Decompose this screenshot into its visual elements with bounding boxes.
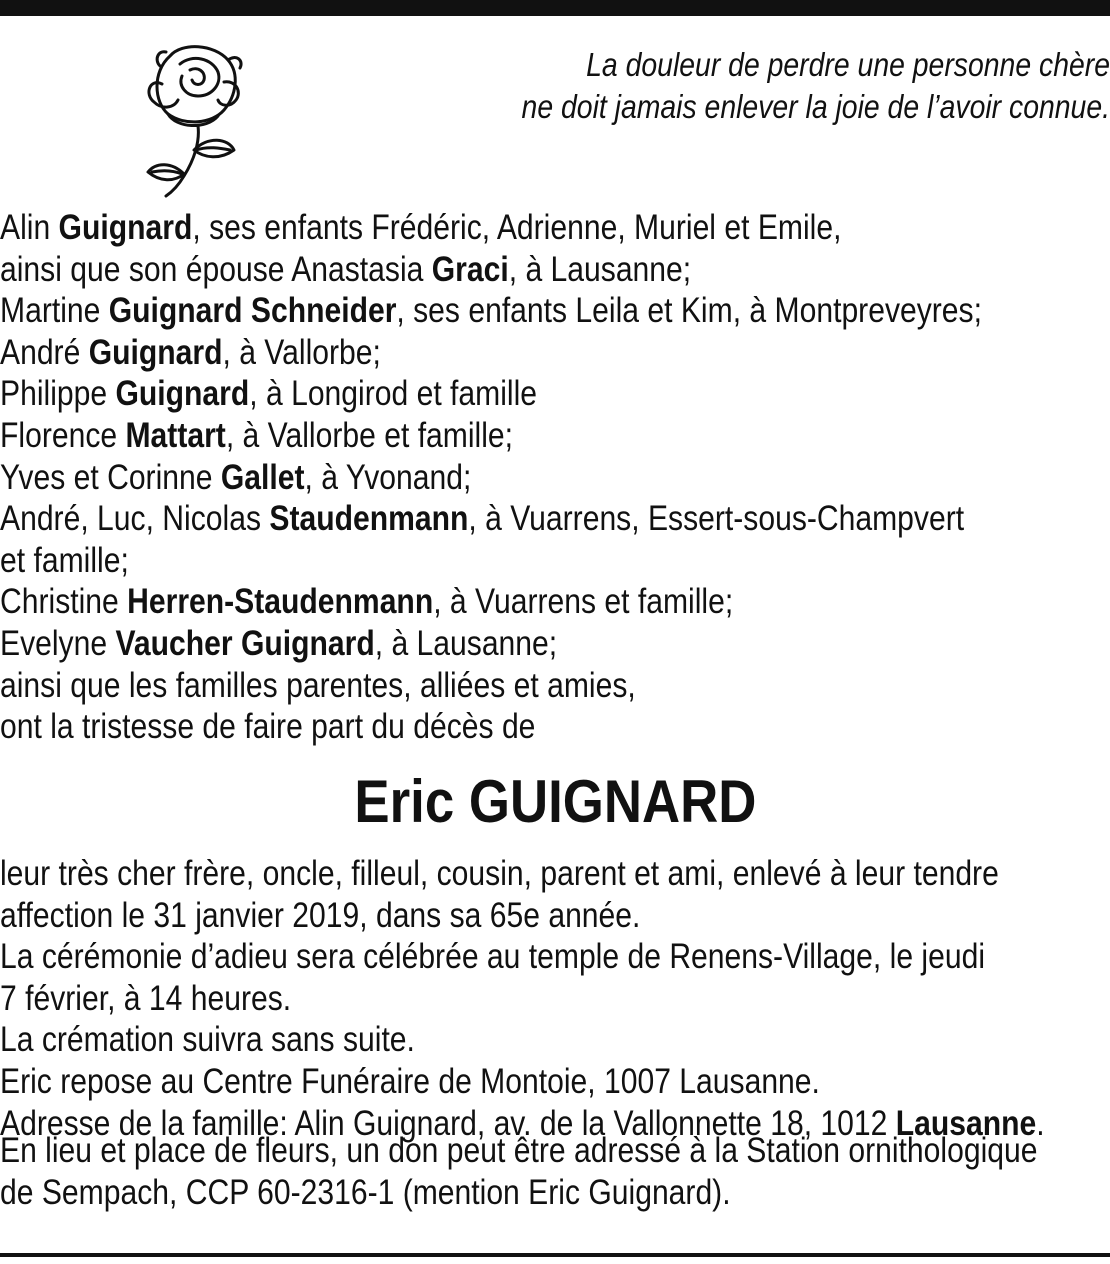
line-text: Florence (0, 415, 126, 455)
deceased-name: Eric GUIGNARD (354, 768, 756, 835)
surname: Mattart (125, 415, 226, 455)
line-text: André, Luc, Nicolas (0, 499, 270, 539)
line-text: 7 février, à 14 heures. (0, 978, 292, 1018)
line-text: affection le 31 janvier 2019, dans sa 65e année. (0, 895, 641, 935)
text-line (0, 249, 1109, 291)
line-text: , à Vallorbe et famille; (225, 415, 514, 455)
line-text: Alin (0, 208, 59, 247)
text-line (0, 581, 1109, 623)
text-line (0, 853, 1109, 895)
surname: Guignard (115, 374, 250, 414)
text-line (0, 706, 1109, 748)
line-text: , ses enfants Frédéric, Adrienne, Muriel et Emile, (192, 208, 842, 247)
text-line (0, 978, 1109, 1020)
surname: Guignard Schneider (108, 291, 397, 331)
line-text: . (1036, 1103, 1045, 1143)
top-rule (0, 0, 1110, 16)
bottom-rule (0, 1253, 1110, 1257)
line-text: André (0, 332, 89, 372)
text-line: En lieu et place de fleurs, un don peut être adressé à la Station ornithologique (0, 1131, 1038, 1170)
text-line (0, 540, 1109, 582)
text-line (0, 936, 1109, 978)
line-text: La crémation suivra sans suite. (0, 1020, 415, 1060)
line-text: Yves et Corinne (0, 457, 221, 497)
family-announcement (0, 207, 1109, 748)
line-text: Philippe (0, 374, 116, 414)
line-text: ainsi que son épouse Anastasia (0, 249, 432, 289)
line-text: ainsi que les familles parentes, alliées et amies, (0, 665, 636, 705)
text-line (0, 665, 1109, 707)
text-line (0, 498, 1109, 540)
line-text: , à Lausanne; (374, 623, 558, 663)
line-text: , à Vuarrens et famille; (433, 582, 734, 622)
line-text: , à Longirod et famille (249, 374, 538, 414)
line-text: Eric repose au Centre Funéraire de Montoie, 1007 Lausanne. (0, 1061, 820, 1101)
line-text: ont la tristesse de faire part du décès de (0, 707, 536, 747)
text-line (0, 457, 1109, 499)
quote-line: La douleur de perdre une personne chère (586, 46, 1110, 83)
text-line (0, 332, 1109, 374)
text-line (0, 207, 1109, 249)
text-line (0, 623, 1109, 665)
line-text: Evelyne (0, 623, 116, 663)
ceremony-details (0, 853, 1109, 1144)
line-text: leur très cher frère, oncle, filleul, cousin, parent et ami, enlevé à leur tendre (0, 854, 999, 893)
line-text: , ses enfants Leila et Kim, à Montpreveyres; (396, 291, 982, 331)
surname: Guignard (88, 332, 223, 372)
line-text: , à Lausanne; (508, 249, 692, 289)
text-line (0, 1019, 1109, 1061)
surname: Graci (431, 249, 509, 289)
surname: Guignard (58, 208, 193, 247)
line-text: , à Vuarrens, Essert-sous-Champvert (468, 499, 965, 539)
donation-notice (0, 1130, 1109, 1213)
line-text: , à Yvonand; (304, 457, 472, 497)
text-line (0, 290, 1109, 332)
text-line (0, 373, 1109, 415)
surname: Herren-Staudenmann (127, 582, 434, 622)
text-line (0, 895, 1109, 937)
surname: Vaucher Guignard (115, 623, 375, 663)
text-line: de Sempach, CCP 60-2316-1 (mention Eric Guignard). (0, 1172, 731, 1212)
line-text: et famille; (0, 540, 129, 580)
line-text: Christine (0, 582, 128, 622)
surname: Gallet (220, 457, 305, 497)
rose-icon (132, 38, 252, 198)
quote-line: ne doit jamais enlever la joie de l’avoir connue. (521, 88, 1110, 125)
line-text: La cérémonie d’adieu sera célébrée au temple de Renens-Village, le jeudi (0, 937, 986, 977)
text-line (0, 1061, 1109, 1103)
line-text: , à Vallorbe; (222, 332, 381, 372)
line-text: Adresse de la famille: Alin Guignard, av. de la Vallonnette 18, 1012 (0, 1103, 896, 1143)
surname: Staudenmann (269, 499, 469, 539)
epigraph-quote (456, 44, 1110, 128)
surname: Lausanne (895, 1103, 1037, 1143)
text-line (0, 415, 1109, 457)
line-text: Martine (0, 291, 109, 331)
